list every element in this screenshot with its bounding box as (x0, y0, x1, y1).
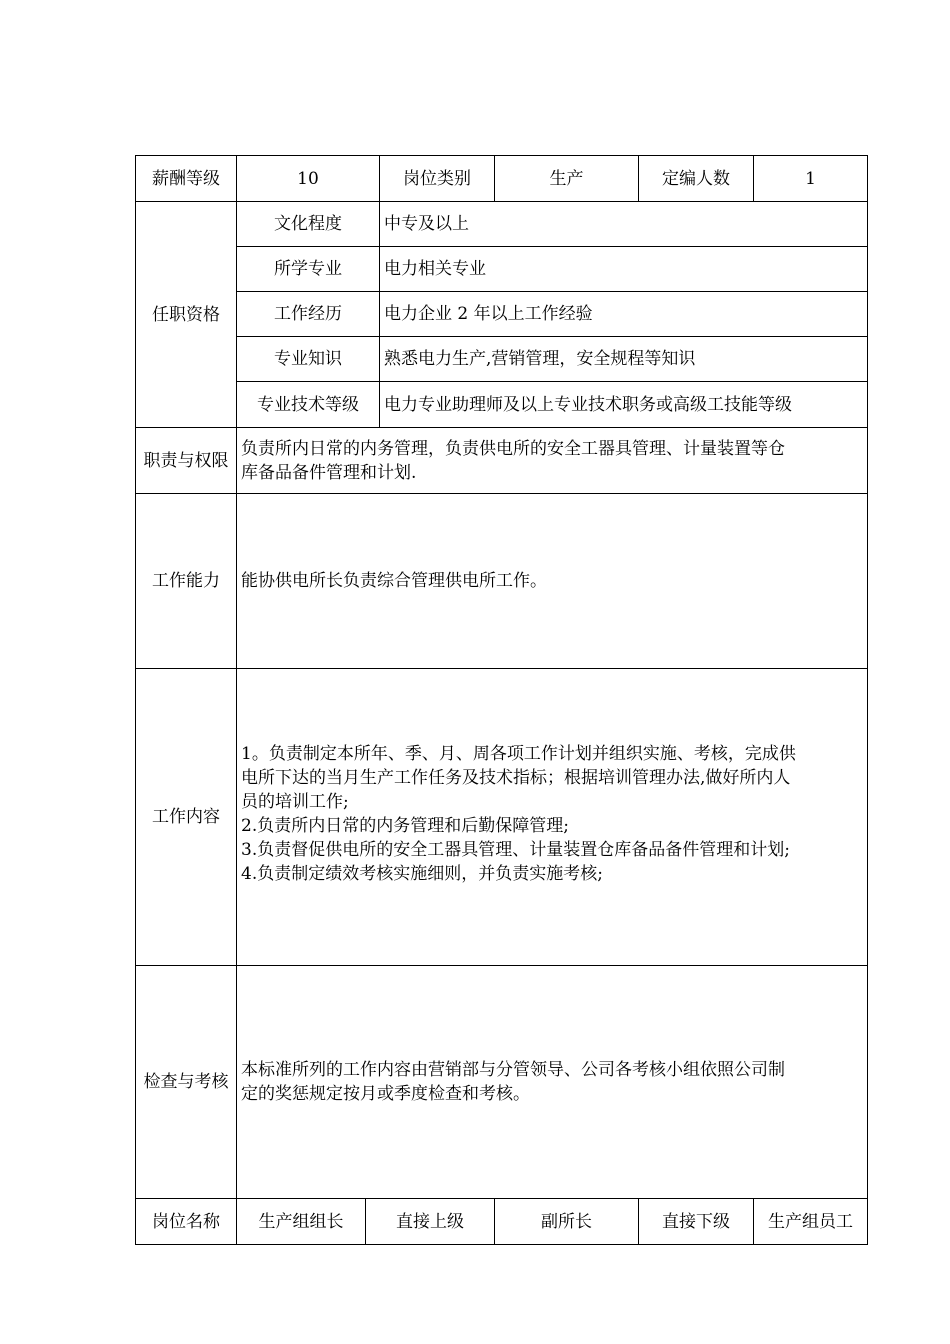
education-label: 文化程度 (236, 201, 380, 247)
content-line: 3.负责督促供电所的安全工器具管理、计量装置仓库备品备件管理和计划; (241, 840, 790, 860)
tech-level-value: 电力专业助理师及以上专业技术职务或高级工技能等级 (379, 381, 868, 428)
experience-label: 工作经历 (236, 291, 380, 337)
content-line: 2.负责所内日常的内务管理和后勤保障管理; (241, 816, 569, 836)
headcount-label: 定编人数 (638, 155, 754, 202)
duties-label: 职责与权限 (135, 427, 237, 494)
major-label: 所学专业 (236, 246, 380, 292)
salary-grade-value: 10 (236, 155, 380, 202)
knowledge-value: 熟悉电力生产,营销管理，安全规程等知识 (379, 336, 868, 382)
tech-level-label: 专业技术等级 (236, 381, 380, 428)
inspection-cell (236, 965, 868, 1199)
content-line: 员的培训工作; (241, 792, 349, 812)
qualifications-label: 任职资格 (135, 201, 237, 428)
duties-line: 负责所内日常的内务管理，负责供电所的安全工器具管理、计量装置等仓 (241, 439, 785, 459)
content-label: 工作内容 (135, 668, 237, 966)
major-value: 电力相关专业 (379, 246, 868, 292)
content-cell (236, 668, 868, 966)
direct-subordinate-label: 直接下级 (638, 1198, 754, 1245)
content-line: 电所下达的当月生产工作任务及技术指标；根据培训管理办法,做好所内人 (241, 768, 791, 788)
salary-grade-label: 薪酬等级 (135, 155, 237, 202)
experience-value: 电力企业 2 年以上工作经验 (379, 291, 868, 337)
position-name-value: 生产组组长 (236, 1198, 366, 1245)
education-value: 中专及以上 (379, 201, 868, 247)
content-line: 4.负责制定绩效考核实施细则，并负责实施考核; (241, 864, 603, 884)
direct-subordinate-value: 生产组员工 (753, 1198, 868, 1245)
direct-superior-value: 副所长 (494, 1198, 639, 1245)
job-category-value: 生产 (494, 155, 639, 202)
position-name-label: 岗位名称 (135, 1198, 237, 1245)
headcount-value: 1 (753, 155, 868, 202)
duties-line: 库备品备件管理和计划. (241, 463, 417, 483)
inspection-label: 检查与考核 (135, 965, 237, 1199)
ability-value: 能协供电所长负责综合管理供电所工作。 (236, 493, 868, 669)
ability-label: 工作能力 (135, 493, 237, 669)
duties-cell (236, 427, 868, 494)
inspection-line: 定的奖惩规定按月或季度检查和考核。 (241, 1084, 530, 1104)
direct-superior-label: 直接上级 (365, 1198, 495, 1245)
inspection-line: 本标准所列的工作内容由营销部与分管领导、公司各考核小组依照公司制 (241, 1060, 785, 1080)
knowledge-label: 专业知识 (236, 336, 380, 382)
job-category-label: 岗位类别 (379, 155, 495, 202)
content-line: 1。负责制定本所年、季、月、周各项工作计划并组织实施、考核，完成供 (241, 744, 796, 764)
